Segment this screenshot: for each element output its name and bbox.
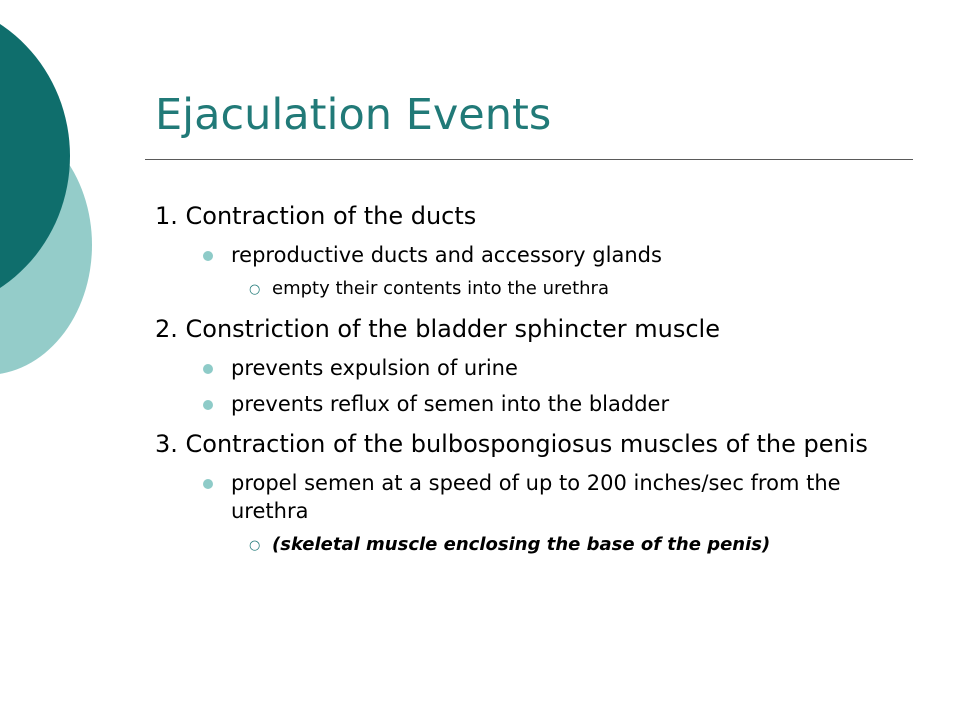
hollow-circle-icon: ○ <box>249 538 261 553</box>
subbullet-text: empty their contents into the urethra <box>272 278 609 299</box>
bullet-text: reproductive ducts and accessory glands <box>231 243 662 267</box>
subbullet-item <box>155 277 915 301</box>
bullet-dot-icon <box>203 251 213 261</box>
bullet-text: prevents reflux of semen into the bladder <box>231 392 670 416</box>
heading-bulbospongiosus: 3. Contraction of the bulbospongiosus muscles of the penis <box>155 430 868 458</box>
slide-title: Ejaculation Events <box>155 90 552 140</box>
slide-content <box>155 198 915 567</box>
bullet-text: prevents expulsion of urine <box>231 356 518 380</box>
bullet-item <box>155 241 915 269</box>
bullet-item <box>155 354 915 382</box>
bullet-dot-icon <box>203 400 213 410</box>
bullet-dot-icon <box>203 364 213 374</box>
subbullet-item <box>155 533 915 557</box>
subbullet-text: (skeletal muscle enclosing the base of the penis) <box>272 534 771 555</box>
bullet-item <box>155 390 915 418</box>
bullet-item <box>155 469 915 525</box>
hollow-circle-icon: ○ <box>249 282 261 297</box>
heading-bladder-sphincter: 2. Constriction of the bladder sphincter muscle <box>155 315 720 343</box>
heading-contraction-ducts: 1. Contraction of the ducts <box>155 202 477 230</box>
title-divider <box>145 159 913 160</box>
bullet-dot-icon <box>203 479 213 489</box>
bullet-text: propel semen at a speed of up to 200 inches/sec from the urethra <box>231 471 841 523</box>
